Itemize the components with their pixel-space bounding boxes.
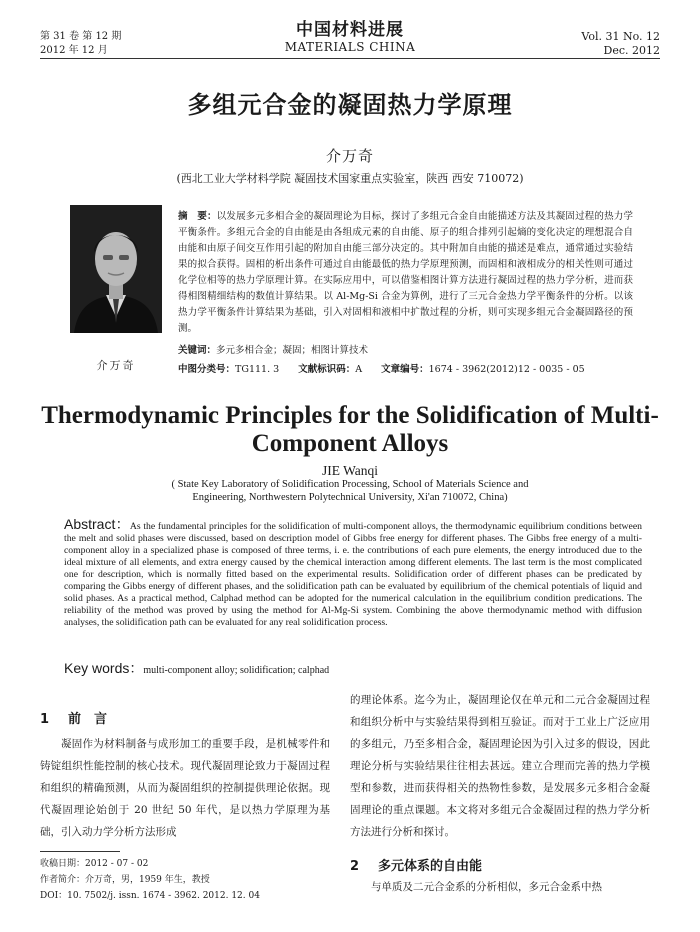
section-1-body — [40, 733, 330, 843]
photo-caption: 介万奇 — [96, 359, 136, 372]
section-1-paragraph: 凝固作为材料制备与成形加工的重要手段，是机械零件和铸锭组织性能控制的核心技术。现代凝固理论致力于凝固过程和组织的精确预测，从而为凝固组织的控制提供理论依据。现代凝固理论始创于 20 世纪 50 年代，是以热力学原理为基础，引入动力学分析方法形成 — [40, 738, 330, 838]
right-column-paragraph: 的理论体系。迄今为止，凝固理论仅在单元和二元合金凝固过程和组织分析中与实验结果得到相互验证。而对于工业上广泛应用的多组元，乃至多相合金，凝固理论因为引入过多的假设，因此理论分析与实验结果往往相去甚远。建立合理而完善的热力学模型和参数，进而获得相关的热物性参数，是发展多元多相合金凝固理论的重点课题。本文将对多组元合金凝固过程的热力学分析方法进行分析和探讨。 — [350, 694, 650, 838]
abstract-en-label: Abstract： — [64, 516, 130, 532]
affiliation-en — [0, 478, 700, 504]
keywords-zh — [178, 342, 633, 356]
section-2-body — [350, 876, 650, 898]
section-2-heading — [350, 855, 482, 874]
volume-issue-zh: 第 31 卷 第 12 期 — [40, 31, 122, 42]
doc-code-label: 文献标识码： — [298, 364, 356, 375]
abstract-zh-text: 以发展多元多相合金的凝固理论为目标，探讨了多组元合金自由能描述方法及其凝固过程的热力学平衡条件。多组元合金的自由能是由各组成元素的自由能、原子的组合排列引起熵的变化决定的理想混合自由能和由原子间交互作用引起的附加自由能三部分决定的。其中附加自由能的描述是难点，通常通过实验结果的拟合获得。固相的析出条件可通过自由能最低的热力学原理预测，而固相和液相成分的相关性则可通过化学位相等的热力学原理计算。在实际应用中，可以借鉴相图计算方法进行凝固过程的热力学分析，进而获得相图精细结构的数值计算结果。以 Al-Mg-Si 合金为算例，进行了三元合金热力学平衡条件的分析。以该热力学平衡条件计算结果为基础，引入对固相和液相中扩散过程的分析，则可实现多组元合金凝固路径的预测。 — [178, 211, 633, 334]
journal-name-en: MATERIALS CHINA — [284, 40, 416, 54]
article-no-value: 1674 - 3962(2012)12 - 0035 - 05 — [428, 364, 585, 375]
section-1-title: 前 言 — [68, 712, 108, 727]
paper-title-en: Thermodynamic Principles for the Solidification of Multi-Component Alloys — [41, 402, 659, 457]
keywords-zh-text: 多元多相合金；凝固；相图计算技术 — [216, 345, 369, 356]
footnote-doi: DOI：10. 7502/j. issn. 1674 - 3962. 2012. 12. 04 — [40, 891, 260, 901]
keywords-en-label: Key words： — [64, 660, 144, 676]
classification-zh — [178, 361, 633, 375]
keywords-en — [64, 658, 642, 678]
clc-label: 中图分类号： — [178, 364, 236, 375]
article-no-label: 文章编号： — [381, 364, 429, 375]
journal-name — [250, 20, 450, 55]
affiliation-en-line1: ( State Key Laboratory of Solidification Processing, School of Materials Science and — [171, 479, 529, 490]
portrait-image — [70, 205, 162, 333]
volume-issue-en: Vol. 31 No. 12 — [581, 30, 660, 43]
issue-info-en — [581, 30, 660, 58]
abstract-en-text: As the fundamental principles for the solidification of multi-component alloys, the thermodynamic equilibrium conditions between the melt and solid phases were discussed, based on description model of Gibbs free energy for different phases. The Gibbs free energy of a multi-component alloy in a specialized phase is composed of three terms, i. e. the contributions of each pure elements, the energy introduced due to the ideal mixture of all elements, and extra energy caused by the chemical interaction among different elements. The last term is the most complicated one for description, which is normally fitted based on the experimental results. Solidification order of different phases can be predicated by comparing the Gibbs energy of different phases, and the solidification path can be evaluated by equilibrium of the chemical potentials of liquid and solid phases. As a practical method, Calphad method can be adopted for the numerical calculation in the equilibrium condition predications. The reliability of the method was proved by using the method for Al-Mg-Si system. Combining the above thermodynamic method with diffusion analyses, the solidification path can be evaluated for any real solidification process. — [64, 521, 642, 628]
author-name-en: JIE Wanqi — [321, 463, 379, 478]
author-name-zh: 介万奇 — [325, 147, 374, 165]
abstract-zh-label: 摘 要： — [178, 211, 217, 222]
footnote-received: 收稿日期：2012 - 07 - 02 — [40, 859, 149, 869]
section-2-paragraph: 与单质及二元合金系的分析相似，多元合金系中热 — [371, 881, 602, 893]
affiliation-zh: (西北工业大学材料学院 凝固技术国家重点实验室，陕西 西安 710072) — [176, 172, 524, 185]
abstract-zh — [178, 209, 633, 337]
clc-value: TG111. 3 — [235, 364, 280, 375]
journal-name-zh: 中国材料进展 — [296, 20, 404, 40]
abstract-en — [64, 518, 642, 629]
issue-info-zh — [40, 30, 121, 58]
doc-code-value: A — [355, 364, 363, 375]
keywords-zh-label: 关键词： — [178, 345, 217, 356]
keywords-en-text: multi-component alloy; solidification; calphad — [143, 665, 330, 676]
section-1-heading — [40, 708, 107, 727]
footnote-author-bio: 作者简介：介万奇，男，1959 年生，教授 — [40, 875, 210, 885]
section-2-title: 多元体系的自由能 — [378, 859, 483, 874]
header-rule — [40, 58, 660, 59]
affiliation-en-line2: Engineering, Northwestern Polytechnical University, Xi'an 710072, China) — [192, 492, 508, 503]
right-column-body — [350, 689, 650, 843]
paper-title-zh: 多组元合金的凝固热力学原理 — [187, 91, 513, 119]
section-2-number: 2 — [350, 859, 360, 874]
issue-date-zh: 2012 年 12 月 — [40, 45, 108, 56]
author-photo — [70, 205, 162, 333]
footnote-rule — [40, 851, 120, 852]
section-1-number: 1 — [40, 712, 50, 727]
issue-date-en: Dec. 2012 — [603, 44, 660, 57]
